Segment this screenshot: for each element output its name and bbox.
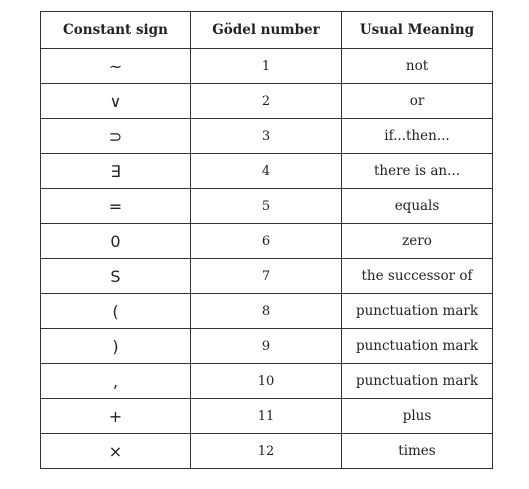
cell-constant-sign: = (41, 189, 191, 224)
cell-constant-sign: 0 (41, 224, 191, 259)
cell-godel-number: 1 (191, 49, 342, 84)
cell-godel-number: 10 (191, 364, 342, 399)
header-usual-meaning: Usual Meaning (342, 12, 493, 49)
cell-usual-meaning: equals (342, 189, 493, 224)
table-row (41, 154, 493, 189)
table-row (41, 364, 493, 399)
table-header-row (41, 12, 493, 49)
cell-godel-number: 3 (191, 119, 342, 154)
cell-godel-number: 11 (191, 399, 342, 434)
cell-godel-number: 9 (191, 329, 342, 364)
cell-usual-meaning: punctuation mark (342, 329, 493, 364)
cell-usual-meaning: punctuation mark (342, 364, 493, 399)
cell-constant-sign: ∃ (41, 154, 191, 189)
cell-godel-number: 6 (191, 224, 342, 259)
cell-godel-number: 8 (191, 294, 342, 329)
cell-usual-meaning: plus (342, 399, 493, 434)
cell-usual-meaning: not (342, 49, 493, 84)
table-row (41, 224, 493, 259)
cell-constant-sign: × (41, 434, 191, 469)
cell-usual-meaning: or (342, 84, 493, 119)
cell-usual-meaning: zero (342, 224, 493, 259)
table-row (41, 49, 493, 84)
cell-constant-sign: + (41, 399, 191, 434)
cell-usual-meaning: if...then... (342, 119, 493, 154)
table-row (41, 259, 493, 294)
table-row (41, 434, 493, 469)
table-row (41, 294, 493, 329)
cell-godel-number: 12 (191, 434, 342, 469)
cell-usual-meaning: punctuation mark (342, 294, 493, 329)
header-godel-number: Gödel number (191, 12, 342, 49)
cell-constant-sign: ~ (41, 49, 191, 84)
godel-numbering-table (40, 11, 493, 469)
cell-constant-sign: ∨ (41, 84, 191, 119)
cell-usual-meaning: times (342, 434, 493, 469)
cell-usual-meaning: there is an... (342, 154, 493, 189)
cell-usual-meaning: the successor of (342, 259, 493, 294)
cell-constant-sign: ) (41, 329, 191, 364)
cell-constant-sign: , (41, 364, 191, 399)
table-row (41, 399, 493, 434)
header-constant-sign: Constant sign (41, 12, 191, 49)
cell-godel-number: 5 (191, 189, 342, 224)
cell-godel-number: 7 (191, 259, 342, 294)
table-row (41, 119, 493, 154)
cell-godel-number: 4 (191, 154, 342, 189)
table-row (41, 329, 493, 364)
cell-constant-sign: ( (41, 294, 191, 329)
cell-constant-sign: S (41, 259, 191, 294)
godel-table-container (40, 11, 493, 469)
cell-constant-sign: ⊃ (41, 119, 191, 154)
table-body (41, 49, 493, 469)
cell-godel-number: 2 (191, 84, 342, 119)
table-row (41, 189, 493, 224)
table-row (41, 84, 493, 119)
